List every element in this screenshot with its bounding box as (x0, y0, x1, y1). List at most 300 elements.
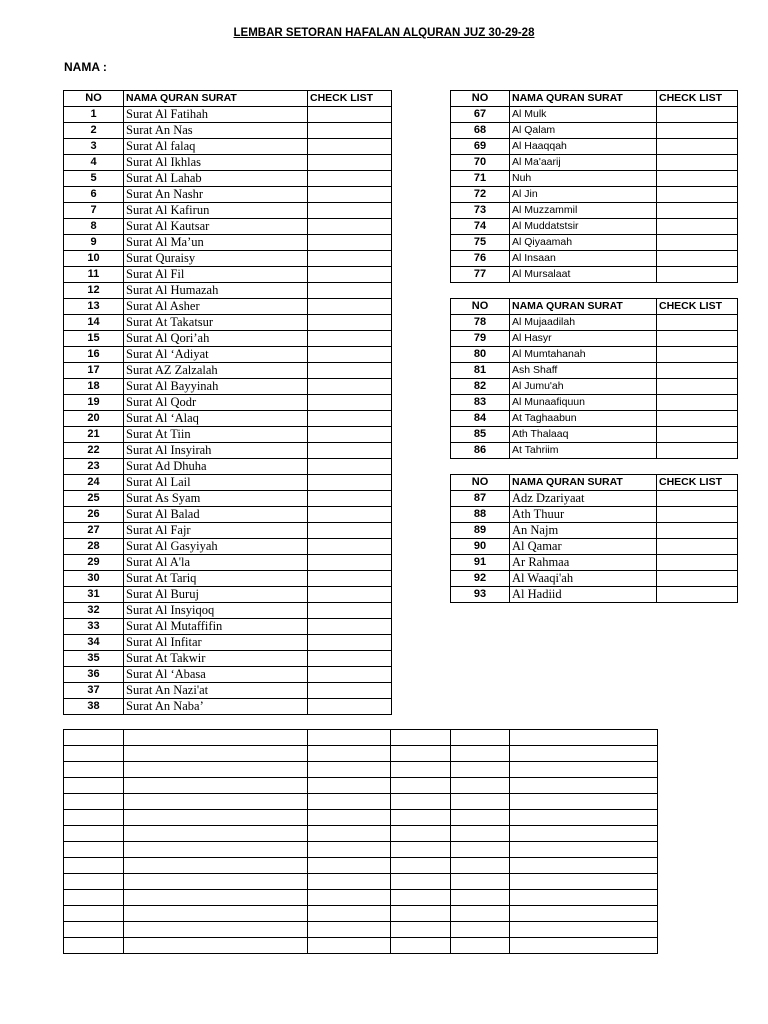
check-cell[interactable] (308, 587, 392, 603)
empty-cell[interactable] (451, 890, 510, 906)
check-cell[interactable] (308, 427, 392, 443)
surat-name: Surat Al Infitar (124, 635, 308, 651)
check-cell[interactable] (308, 683, 392, 699)
surat-name: Surat Al falaq (124, 139, 308, 155)
empty-cell[interactable] (451, 842, 510, 858)
empty-cell[interactable] (451, 938, 510, 954)
check-cell[interactable] (657, 107, 738, 123)
table-row (64, 507, 392, 523)
table-header-row (451, 475, 738, 491)
empty-cell[interactable] (391, 730, 451, 746)
empty-row (64, 810, 658, 826)
row-number: 93 (451, 587, 510, 603)
row-number: 69 (451, 139, 510, 155)
empty-cell[interactable] (510, 906, 658, 922)
empty-row (64, 858, 658, 874)
row-number: 11 (64, 267, 124, 283)
surat-name: Al Ma'aarij (510, 155, 657, 171)
check-cell[interactable] (657, 571, 738, 587)
table-row (64, 203, 392, 219)
empty-cell[interactable] (64, 810, 124, 826)
table-header-row (451, 91, 738, 107)
table-row (64, 667, 392, 683)
empty-cell[interactable] (64, 858, 124, 874)
row-number: 3 (64, 139, 124, 155)
check-cell[interactable] (657, 363, 738, 379)
check-cell[interactable] (657, 139, 738, 155)
surat-name: Surat At Takatsur (124, 315, 308, 331)
empty-cell[interactable] (308, 874, 391, 890)
empty-cell[interactable] (124, 730, 308, 746)
row-number: 75 (451, 235, 510, 251)
surat-name: At Tahriim (510, 443, 657, 459)
table-row (451, 395, 738, 411)
surat-name: Surat Quraisy (124, 251, 308, 267)
table-row (451, 379, 738, 395)
empty-cell[interactable] (64, 906, 124, 922)
empty-row (64, 842, 658, 858)
empty-cell[interactable] (510, 842, 658, 858)
row-number: 19 (64, 395, 124, 411)
empty-cell[interactable] (64, 762, 124, 778)
empty-cell[interactable] (64, 794, 124, 810)
table-row (64, 139, 392, 155)
table-row (451, 171, 738, 187)
check-cell[interactable] (308, 235, 392, 251)
empty-cell[interactable] (451, 730, 510, 746)
surat-name: Surat Al Lail (124, 475, 308, 491)
surat-name: Surat Al ‘Adiyat (124, 347, 308, 363)
check-cell[interactable] (657, 267, 738, 283)
surat-name: Adz Dzariyaat (510, 491, 657, 507)
empty-cell[interactable] (510, 746, 658, 762)
empty-cell[interactable] (124, 746, 308, 762)
table-row (451, 507, 738, 523)
table-header-row (64, 91, 392, 107)
row-number: 84 (451, 411, 510, 427)
empty-cell[interactable] (64, 746, 124, 762)
empty-cell[interactable] (308, 810, 391, 826)
header-no: NO (64, 91, 124, 107)
empty-cell[interactable] (510, 810, 658, 826)
check-cell[interactable] (657, 219, 738, 235)
table-row (64, 363, 392, 379)
empty-cell[interactable] (451, 746, 510, 762)
row-number: 29 (64, 555, 124, 571)
row-number: 82 (451, 379, 510, 395)
table-row (451, 107, 738, 123)
row-number: 27 (64, 523, 124, 539)
surat-name: Surat Ad Dhuha (124, 459, 308, 475)
table-row (64, 571, 392, 587)
check-cell[interactable] (308, 363, 392, 379)
surat-name: Surat Al Humazah (124, 283, 308, 299)
check-cell[interactable] (308, 171, 392, 187)
surat-name: Al Qalam (510, 123, 657, 139)
empty-cell[interactable] (308, 762, 391, 778)
table-row (64, 251, 392, 267)
surat-name: Al Waaqi'ah (510, 571, 657, 587)
row-number: 36 (64, 667, 124, 683)
empty-cell[interactable] (308, 746, 391, 762)
check-cell[interactable] (308, 251, 392, 267)
row-number: 68 (451, 123, 510, 139)
check-cell[interactable] (657, 251, 738, 267)
row-number: 88 (451, 507, 510, 523)
empty-row (64, 890, 658, 906)
empty-cell[interactable] (64, 730, 124, 746)
empty-cell[interactable] (124, 762, 308, 778)
check-cell[interactable] (308, 315, 392, 331)
row-number: 33 (64, 619, 124, 635)
surat-name: Surat As Syam (124, 491, 308, 507)
row-number: 31 (64, 587, 124, 603)
surat-name: Al Insaan (510, 251, 657, 267)
check-cell[interactable] (657, 491, 738, 507)
empty-cell[interactable] (64, 922, 124, 938)
check-cell[interactable] (657, 395, 738, 411)
row-number: 24 (64, 475, 124, 491)
table-row (64, 555, 392, 571)
surat-name: Al Haaqqah (510, 139, 657, 155)
row-number: 32 (64, 603, 124, 619)
empty-cell[interactable] (510, 922, 658, 938)
row-number: 87 (451, 491, 510, 507)
empty-cell[interactable] (308, 890, 391, 906)
surat-name: Surat An Nas (124, 123, 308, 139)
empty-cell[interactable] (391, 826, 451, 842)
table-row (451, 587, 738, 603)
table-row (64, 107, 392, 123)
row-number: 80 (451, 347, 510, 363)
empty-cell[interactable] (391, 842, 451, 858)
empty-cell[interactable] (308, 842, 391, 858)
empty-cell[interactable] (451, 762, 510, 778)
table-row (451, 571, 738, 587)
surat-name: Surat Al ‘Alaq (124, 411, 308, 427)
row-number: 85 (451, 427, 510, 443)
check-cell[interactable] (657, 315, 738, 331)
surat-name: Al Qamar (510, 539, 657, 555)
surat-name: Surat Al Kafirun (124, 203, 308, 219)
surat-name: Surat Al Qodr (124, 395, 308, 411)
empty-cell[interactable] (124, 938, 308, 954)
surat-name: Surat Al Lahab (124, 171, 308, 187)
surat-name: Surat Al Gasyiyah (124, 539, 308, 555)
check-cell[interactable] (308, 331, 392, 347)
surat-name: Al Muzzammil (510, 203, 657, 219)
surat-name: Ath Thuur (510, 507, 657, 523)
table-row (451, 251, 738, 267)
empty-cell[interactable] (308, 730, 391, 746)
row-number: 74 (451, 219, 510, 235)
table-header-row (451, 299, 738, 315)
header-no: NO (451, 475, 510, 491)
empty-cell[interactable] (308, 794, 391, 810)
check-cell[interactable] (308, 267, 392, 283)
table-row (64, 619, 392, 635)
check-cell[interactable] (308, 379, 392, 395)
empty-cell[interactable] (391, 746, 451, 762)
empty-cell[interactable] (510, 778, 658, 794)
empty-cell[interactable] (124, 858, 308, 874)
empty-cell[interactable] (510, 730, 658, 746)
table-row (64, 411, 392, 427)
empty-row (64, 826, 658, 842)
table-row (64, 267, 392, 283)
check-cell[interactable] (308, 123, 392, 139)
row-number: 25 (64, 491, 124, 507)
empty-cell[interactable] (391, 922, 451, 938)
check-cell[interactable] (308, 459, 392, 475)
surat-name: An Najm (510, 523, 657, 539)
empty-cell[interactable] (391, 906, 451, 922)
surat-name: Surat Al Asher (124, 299, 308, 315)
row-number: 30 (64, 571, 124, 587)
empty-cell[interactable] (391, 778, 451, 794)
empty-cell[interactable] (510, 938, 658, 954)
table-row (64, 315, 392, 331)
surat-name: Surat Al Kautsar (124, 219, 308, 235)
row-number: 12 (64, 283, 124, 299)
table-row (64, 379, 392, 395)
table-row (451, 555, 738, 571)
empty-cell[interactable] (64, 890, 124, 906)
row-number: 35 (64, 651, 124, 667)
row-number: 90 (451, 539, 510, 555)
check-cell[interactable] (657, 155, 738, 171)
empty-cell[interactable] (124, 922, 308, 938)
check-cell[interactable] (308, 651, 392, 667)
surat-name: Surat An Naba’ (124, 699, 308, 715)
empty-row (64, 922, 658, 938)
table-row (451, 363, 738, 379)
table-row (64, 155, 392, 171)
surat-name: Al Mumtahanah (510, 347, 657, 363)
check-cell[interactable] (657, 171, 738, 187)
empty-cell[interactable] (124, 906, 308, 922)
empty-cell[interactable] (510, 794, 658, 810)
check-cell[interactable] (308, 155, 392, 171)
empty-cell[interactable] (124, 810, 308, 826)
check-cell[interactable] (308, 491, 392, 507)
row-number: 76 (451, 251, 510, 267)
empty-cell[interactable] (124, 826, 308, 842)
table-row (64, 331, 392, 347)
table-row (451, 235, 738, 251)
table-row (451, 347, 738, 363)
empty-cell[interactable] (451, 906, 510, 922)
table-row (64, 235, 392, 251)
check-cell[interactable] (308, 187, 392, 203)
check-cell[interactable] (308, 571, 392, 587)
row-number: 78 (451, 315, 510, 331)
empty-cell[interactable] (308, 826, 391, 842)
check-cell[interactable] (657, 507, 738, 523)
check-cell[interactable] (308, 539, 392, 555)
surat-name: Surat Al Bayyinah (124, 379, 308, 395)
check-cell[interactable] (657, 331, 738, 347)
row-number: 5 (64, 171, 124, 187)
check-cell[interactable] (657, 347, 738, 363)
empty-cell[interactable] (124, 842, 308, 858)
check-cell[interactable] (657, 379, 738, 395)
table-row (64, 219, 392, 235)
surat-name: At Taghaabun (510, 411, 657, 427)
header-check: CHECK LIST (657, 299, 738, 315)
surat-name: Surat Al Qori’ah (124, 331, 308, 347)
empty-cell[interactable] (124, 778, 308, 794)
header-no: NO (451, 299, 510, 315)
row-number: 2 (64, 123, 124, 139)
surat-name: Al Mujaadilah (510, 315, 657, 331)
empty-cell[interactable] (64, 778, 124, 794)
table-row (64, 443, 392, 459)
check-cell[interactable] (308, 347, 392, 363)
header-no: NO (451, 91, 510, 107)
check-cell[interactable] (308, 507, 392, 523)
surat-table-juz28-b (450, 474, 738, 603)
empty-cell[interactable] (124, 794, 308, 810)
empty-cell[interactable] (510, 890, 658, 906)
check-cell[interactable] (308, 619, 392, 635)
check-cell[interactable] (308, 395, 392, 411)
check-cell[interactable] (308, 219, 392, 235)
table-row (64, 523, 392, 539)
check-cell[interactable] (308, 603, 392, 619)
check-cell[interactable] (308, 635, 392, 651)
row-number: 8 (64, 219, 124, 235)
empty-cell[interactable] (510, 762, 658, 778)
header-check: CHECK LIST (308, 91, 392, 107)
empty-cell[interactable] (451, 874, 510, 890)
empty-cell[interactable] (308, 922, 391, 938)
empty-cell[interactable] (308, 938, 391, 954)
empty-cell[interactable] (391, 874, 451, 890)
surat-table-juz28-a (450, 298, 738, 459)
empty-cell[interactable] (451, 794, 510, 810)
surat-name: Surat An Nashr (124, 187, 308, 203)
surat-name: Al Qiyaamah (510, 235, 657, 251)
check-cell[interactable] (657, 539, 738, 555)
table-row (451, 123, 738, 139)
empty-cell[interactable] (308, 906, 391, 922)
check-cell[interactable] (308, 443, 392, 459)
check-cell[interactable] (308, 299, 392, 315)
check-cell[interactable] (657, 555, 738, 571)
check-cell[interactable] (657, 523, 738, 539)
empty-cell[interactable] (451, 778, 510, 794)
empty-cell[interactable] (391, 762, 451, 778)
check-cell[interactable] (308, 475, 392, 491)
empty-cell[interactable] (451, 858, 510, 874)
empty-cell[interactable] (64, 826, 124, 842)
empty-row (64, 762, 658, 778)
check-cell[interactable] (308, 523, 392, 539)
empty-cell[interactable] (391, 858, 451, 874)
empty-cell[interactable] (124, 874, 308, 890)
check-cell[interactable] (308, 667, 392, 683)
check-cell[interactable] (308, 107, 392, 123)
row-number: 73 (451, 203, 510, 219)
check-cell[interactable] (657, 235, 738, 251)
empty-cell[interactable] (391, 794, 451, 810)
table-row (451, 187, 738, 203)
empty-row (64, 794, 658, 810)
table-row (64, 123, 392, 139)
surat-name: Surat Al Buruj (124, 587, 308, 603)
header-name: NAMA QURAN SURAT (510, 475, 657, 491)
table-row (64, 299, 392, 315)
empty-cell[interactable] (124, 890, 308, 906)
surat-name: Ath Thalaaq (510, 427, 657, 443)
table-row (451, 491, 738, 507)
empty-cell[interactable] (308, 858, 391, 874)
row-number: 16 (64, 347, 124, 363)
table-row (451, 411, 738, 427)
check-cell[interactable] (308, 203, 392, 219)
empty-cell[interactable] (510, 858, 658, 874)
check-cell[interactable] (308, 283, 392, 299)
check-cell[interactable] (657, 203, 738, 219)
row-number: 4 (64, 155, 124, 171)
table-row (64, 283, 392, 299)
table-row (451, 331, 738, 347)
check-cell[interactable] (657, 443, 738, 459)
empty-cell[interactable] (391, 890, 451, 906)
check-cell[interactable] (657, 187, 738, 203)
row-number: 13 (64, 299, 124, 315)
row-number: 1 (64, 107, 124, 123)
table-row (64, 171, 392, 187)
empty-row (64, 938, 658, 954)
empty-cell[interactable] (391, 938, 451, 954)
row-number: 79 (451, 331, 510, 347)
row-number: 67 (451, 107, 510, 123)
empty-cell[interactable] (510, 826, 658, 842)
empty-row (64, 730, 658, 746)
check-cell[interactable] (308, 411, 392, 427)
surat-name: Surat Al Ikhlas (124, 155, 308, 171)
empty-cell[interactable] (64, 874, 124, 890)
empty-cell[interactable] (451, 810, 510, 826)
check-cell[interactable] (657, 427, 738, 443)
check-cell[interactable] (308, 139, 392, 155)
empty-cell[interactable] (64, 938, 124, 954)
check-cell[interactable] (308, 699, 392, 715)
empty-grid (63, 729, 658, 954)
surat-name: Al Mursalaat (510, 267, 657, 283)
row-number: 22 (64, 443, 124, 459)
surat-name: Surat Al ‘Abasa (124, 667, 308, 683)
check-cell[interactable] (308, 555, 392, 571)
table-row (451, 315, 738, 331)
empty-cell[interactable] (391, 810, 451, 826)
check-cell[interactable] (657, 587, 738, 603)
empty-cell[interactable] (308, 778, 391, 794)
check-cell[interactable] (657, 123, 738, 139)
surat-name: Surat Al Fil (124, 267, 308, 283)
empty-cell[interactable] (64, 842, 124, 858)
check-cell[interactable] (657, 411, 738, 427)
empty-cell[interactable] (451, 922, 510, 938)
surat-table-juz30 (63, 90, 392, 715)
surat-name: Al Hasyr (510, 331, 657, 347)
empty-cell[interactable] (510, 874, 658, 890)
empty-cell[interactable] (451, 826, 510, 842)
surat-table-juz29 (450, 90, 738, 283)
row-number: 77 (451, 267, 510, 283)
